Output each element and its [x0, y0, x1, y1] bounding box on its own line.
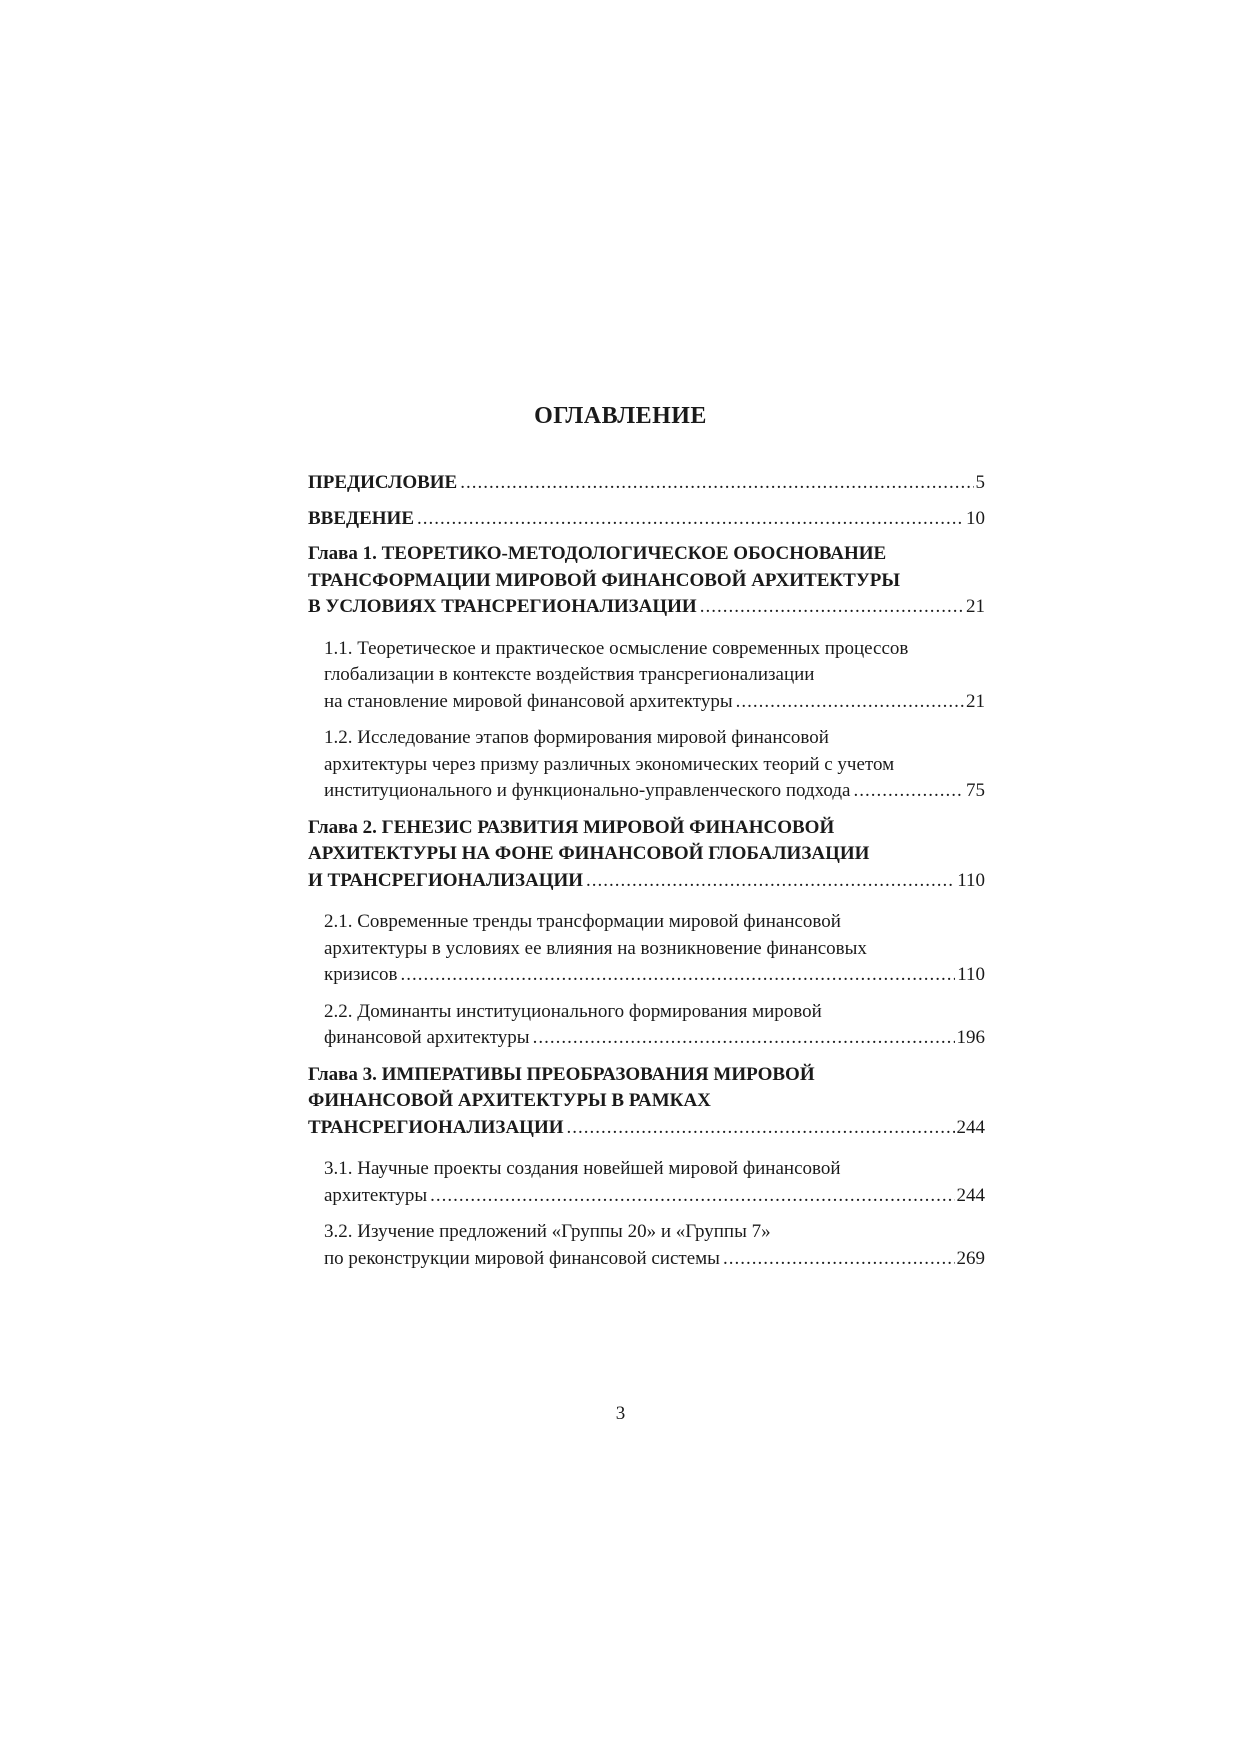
toc-entry-chapter: [308, 1062, 985, 1142]
dot-leader: [853, 778, 964, 805]
toc-entry-section: [308, 725, 985, 805]
page-number: 3: [615, 1403, 626, 1424]
toc-entry-line: архитектуры в условиях ее влияния на возникновение финансовых: [324, 937, 867, 959]
dot-leader: [736, 689, 964, 716]
dot-leader: [430, 1183, 954, 1210]
toc-entry-title: на становление мировой финансовой архитектуры: [324, 690, 733, 712]
toc-entry-title: архитектуры: [324, 1184, 428, 1206]
toc-entry-line: Глава 2. ГЕНЕЗИС РАЗВИТИЯ МИРОВОЙ ФИНАНСОВОЙ: [308, 816, 835, 838]
dot-leader: [417, 506, 964, 533]
toc-entry-last-line: [308, 1115, 985, 1142]
toc-entry-line: 1.2. Исследование этапов формирования мировой финансовой: [324, 727, 829, 748]
toc-entry-chapter: [308, 541, 985, 621]
toc-entry-section: [308, 1156, 985, 1209]
dot-leader: [567, 1115, 955, 1142]
toc-entry-title: по реконструкции мировой финансовой системы: [324, 1247, 720, 1269]
toc-entry-title: И ТРАНСРЕГИОНАЛИЗАЦИИ: [308, 869, 584, 891]
toc-page-number: 244: [956, 1116, 985, 1138]
toc-page-number: 21: [966, 690, 985, 712]
toc-page-number: 110: [957, 964, 985, 985]
toc-entry-line: ФИНАНСОВОЙ АРХИТЕКТУРЫ В РАМКАХ: [308, 1090, 711, 1111]
toc-entry-last-line: [324, 1246, 985, 1273]
toc-entry-line: архитектуры через призму различных экономических теорий с учетом: [324, 753, 895, 775]
toc-entry-top: [308, 470, 985, 497]
toc-entry-line: 3.2. Изучение предложений «Группы 20» и «Группы 7»: [324, 1221, 771, 1242]
toc-entry-title: финансовой архитектуры: [324, 1027, 530, 1048]
toc-entry-title: ВВЕДЕНИЕ: [308, 507, 414, 529]
dot-leader: [700, 594, 964, 621]
toc-entry-last-line: [324, 962, 985, 989]
toc-entry-section: [308, 999, 985, 1052]
toc-entry-line: глобализации в контексте воздействия трансрегионализации: [324, 664, 815, 685]
toc-entry-title: кризисов: [324, 964, 398, 985]
toc-entry-line: АРХИТЕКТУРЫ НА ФОНЕ ФИНАНСОВОЙ ГЛОБАЛИЗАЦИИ: [308, 843, 870, 864]
toc-page-number: 10: [966, 507, 985, 529]
toc-page-number: 244: [956, 1184, 985, 1206]
toc-page-number: 5: [975, 472, 985, 493]
toc-page-number: 110: [957, 869, 985, 891]
toc-entry-last-line: [324, 689, 985, 716]
toc-entry-last-line: [324, 1183, 985, 1210]
dot-leader: [460, 470, 973, 497]
toc-entry-title: ТРАНСРЕГИОНАЛИЗАЦИИ: [308, 1116, 564, 1138]
toc-entry-line: Глава 1. ТЕОРЕТИКО-МЕТОДОЛОГИЧЕСКОЕ ОБОСНОВАНИЕ: [308, 543, 887, 564]
dot-leader: [723, 1246, 955, 1273]
toc-entry-last-line: [308, 506, 985, 533]
toc-entry-line: Глава 3. ИМПЕРАТИВЫ ПРЕОБРАЗОВАНИЯ МИРОВОЙ: [308, 1063, 815, 1085]
toc-entry-chapter: [308, 815, 985, 895]
toc-page-number: 21: [966, 596, 985, 617]
toc-entry-last-line: [308, 868, 985, 895]
toc-entry-line: 3.1. Научные проекты создания новейшей мировой финансовой: [324, 1158, 841, 1179]
toc-entry-line: 2.2. Доминанты институционального формирования мировой: [324, 1000, 822, 1022]
toc-page-number: 269: [956, 1247, 985, 1269]
toc-entry-section: [308, 1219, 985, 1272]
toc-entry-line: 1.1. Теоретическое и практическое осмысление современных процессов: [324, 637, 909, 659]
toc-entry-last-line: [308, 470, 985, 497]
dot-leader: [586, 868, 955, 895]
toc-entry-line: ТРАНСФОРМАЦИИ МИРОВОЙ ФИНАНСОВОЙ АРХИТЕКТУРЫ: [308, 569, 901, 591]
page-title: ОГЛАВЛЕНИЕ: [534, 403, 707, 429]
toc-entry-last-line: [324, 1025, 985, 1052]
dot-leader: [400, 962, 955, 989]
toc-entry-title: институционального и функционально-управленческого подхода: [324, 780, 851, 801]
toc-page-number: 196: [956, 1027, 985, 1048]
toc-entry-section: [308, 909, 985, 989]
table-of-contents: [308, 470, 985, 1282]
toc-page-number: 75: [966, 780, 985, 801]
dot-leader: [533, 1025, 955, 1052]
toc-entry-title: ПРЕДИСЛОВИЕ: [308, 472, 458, 493]
toc-entry-title: В УСЛОВИЯХ ТРАНСРЕГИОНАЛИЗАЦИИ: [308, 596, 697, 617]
toc-entry-last-line: [308, 594, 985, 621]
toc-entry-line: 2.1. Современные тренды трансформации мировой финансовой: [324, 911, 841, 932]
toc-entry-section: [308, 636, 985, 716]
toc-entry-last-line: [324, 778, 985, 805]
toc-entry-top: [308, 506, 985, 533]
